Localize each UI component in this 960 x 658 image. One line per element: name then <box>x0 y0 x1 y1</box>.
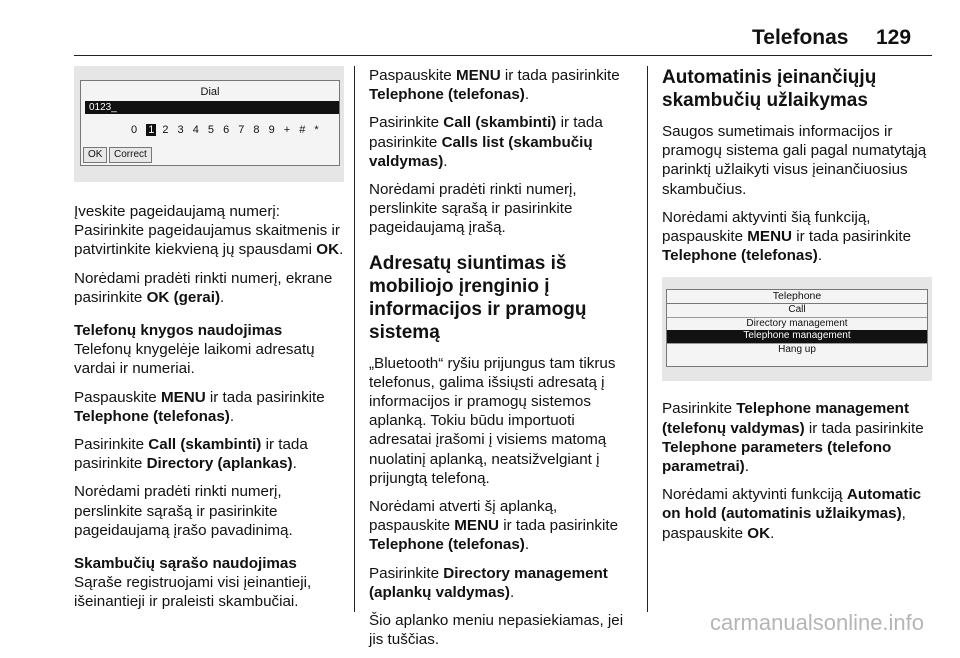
subheading-phonebook: Telefonų knygos naudojimas <box>74 322 283 340</box>
paragraph: Pasirinkite Call (skambinti) ir tada pasirinkite Directory (aplankas). <box>74 436 308 473</box>
paragraph: Paspauskite MENU ir tada pasirinkite Telephone (telefonas). <box>74 388 325 425</box>
page-header-title: Telefonas <box>752 26 849 49</box>
paragraph: Norėdami pradėti rinkti numerį, perslinkite sąrašą ir pasirinkite pageidaujamą įrašą. <box>369 181 577 237</box>
telephone-menu-title: Telephone <box>667 290 927 304</box>
digit-selected: 1 <box>148 124 155 136</box>
column-3 <box>662 66 932 552</box>
dial-correct-button: Correct <box>109 147 152 163</box>
column-2 <box>369 66 637 658</box>
paragraph: Šio aplanko meniu nepasiekiamas, jei jis tuščias. <box>369 612 624 649</box>
dial-digit-row <box>131 121 322 140</box>
section-heading-contacts: Adresatų siuntimas iš mobiliojo įrenginio į informacijos ir pramogų sistemą <box>369 252 587 343</box>
menu-item-directory-management: Directory management <box>667 317 927 331</box>
column-1 <box>74 66 344 621</box>
dial-screen-title: Dial <box>200 86 220 98</box>
dial-ok-button: OK <box>83 147 107 163</box>
menu-item-telephone-management: Telephone management <box>667 330 927 343</box>
watermark-text: carmanualsonline.info <box>710 610 925 635</box>
paragraph: Įveskite pageidaujamą numerį: Pasirinkite pageidaujamus skaitmenis ir patvirtinkite kiekvieną jų spausdami OK. <box>74 203 344 259</box>
paragraph: Paspauskite MENU ir tada pasirinkite Telephone (telefonas). <box>369 67 620 104</box>
paragraph: Pasirinkite Directory management (aplankų valdymas). <box>369 564 608 601</box>
paragraph: Norėdami atverti šį aplanką, paspauskite MENU ir tada pasirinkite Telephone (telefonas). <box>369 498 619 554</box>
paragraph: Norėdami aktyvinti šią funkciją, paspauskite MENU ir tada pasirinkite Telephone (telefonas). <box>662 208 912 265</box>
paragraph: Saugos sumetimais informacijos ir pramogų sistema gali pagal numatytąją parinktį užlaikyti visus įeinančiuosius skambučius. <box>662 123 927 198</box>
subheading-call-list: Skambučių sąrašo naudojimas <box>74 555 297 573</box>
dial-number-entry: 0123_ <box>85 101 339 114</box>
page-number: 129 <box>876 26 912 49</box>
digit-before: 0 <box>131 124 141 136</box>
section-heading-auto-hold: Automatinis įeinančiųjų skambučių užlaikymas <box>662 67 877 111</box>
header-divider <box>74 55 932 56</box>
telephone-menu-figure <box>662 277 932 381</box>
paragraph: Sąraše registruojami visi įeinantieji, išeinantieji ir praleisti skambučiai. <box>74 574 312 611</box>
paragraph: Norėdami pradėti rinkti numerį, ekrane pasirinkite OK (gerai). <box>74 269 333 306</box>
paragraph: Pasirinkite Telephone management (telefonų valdymas) ir tada pasirinkite Telephone parameters (telefono parametrai). <box>662 400 924 476</box>
digits-after: 2 3 4 5 6 7 8 9 + # * <box>162 124 322 136</box>
column-divider-2 <box>647 66 648 612</box>
paragraph: Pasirinkite Call (skambinti) ir tada pasirinkite Calls list (skambučių valdymas). <box>369 114 603 170</box>
paragraph: Norėdami pradėti rinkti numerį, perslinkite sąrašą ir pasirinkite pageidaujamą įrašo pavadinimą. <box>74 483 293 539</box>
column-divider-1 <box>354 66 355 612</box>
dial-screen <box>80 80 340 166</box>
dial-screen-figure <box>74 66 344 182</box>
paragraph: Norėdami aktyvinti funkciją Automatic on hold (automatinis užlaikymas), paspauskite OK. <box>662 486 922 542</box>
menu-item-call: Call <box>788 304 806 316</box>
paragraph: Telefonų knygelėje laikomi adresatų vardai ir numeriai. <box>74 341 315 378</box>
telephone-menu-screen <box>666 289 928 367</box>
paragraph: „Bluetooth“ ryšiu prijungus tam tikrus telefonus, galima išsiųsti adresatą į informacijos ir pramogų sistemos aplanką. Tokiu būdu importuoti adresatai įrašomi į visiems matomą nuolatinį aplanką, neatsižvelgiant į prijungtą telefoną. <box>369 354 616 487</box>
menu-item-hang-up: Hang up <box>667 343 927 357</box>
